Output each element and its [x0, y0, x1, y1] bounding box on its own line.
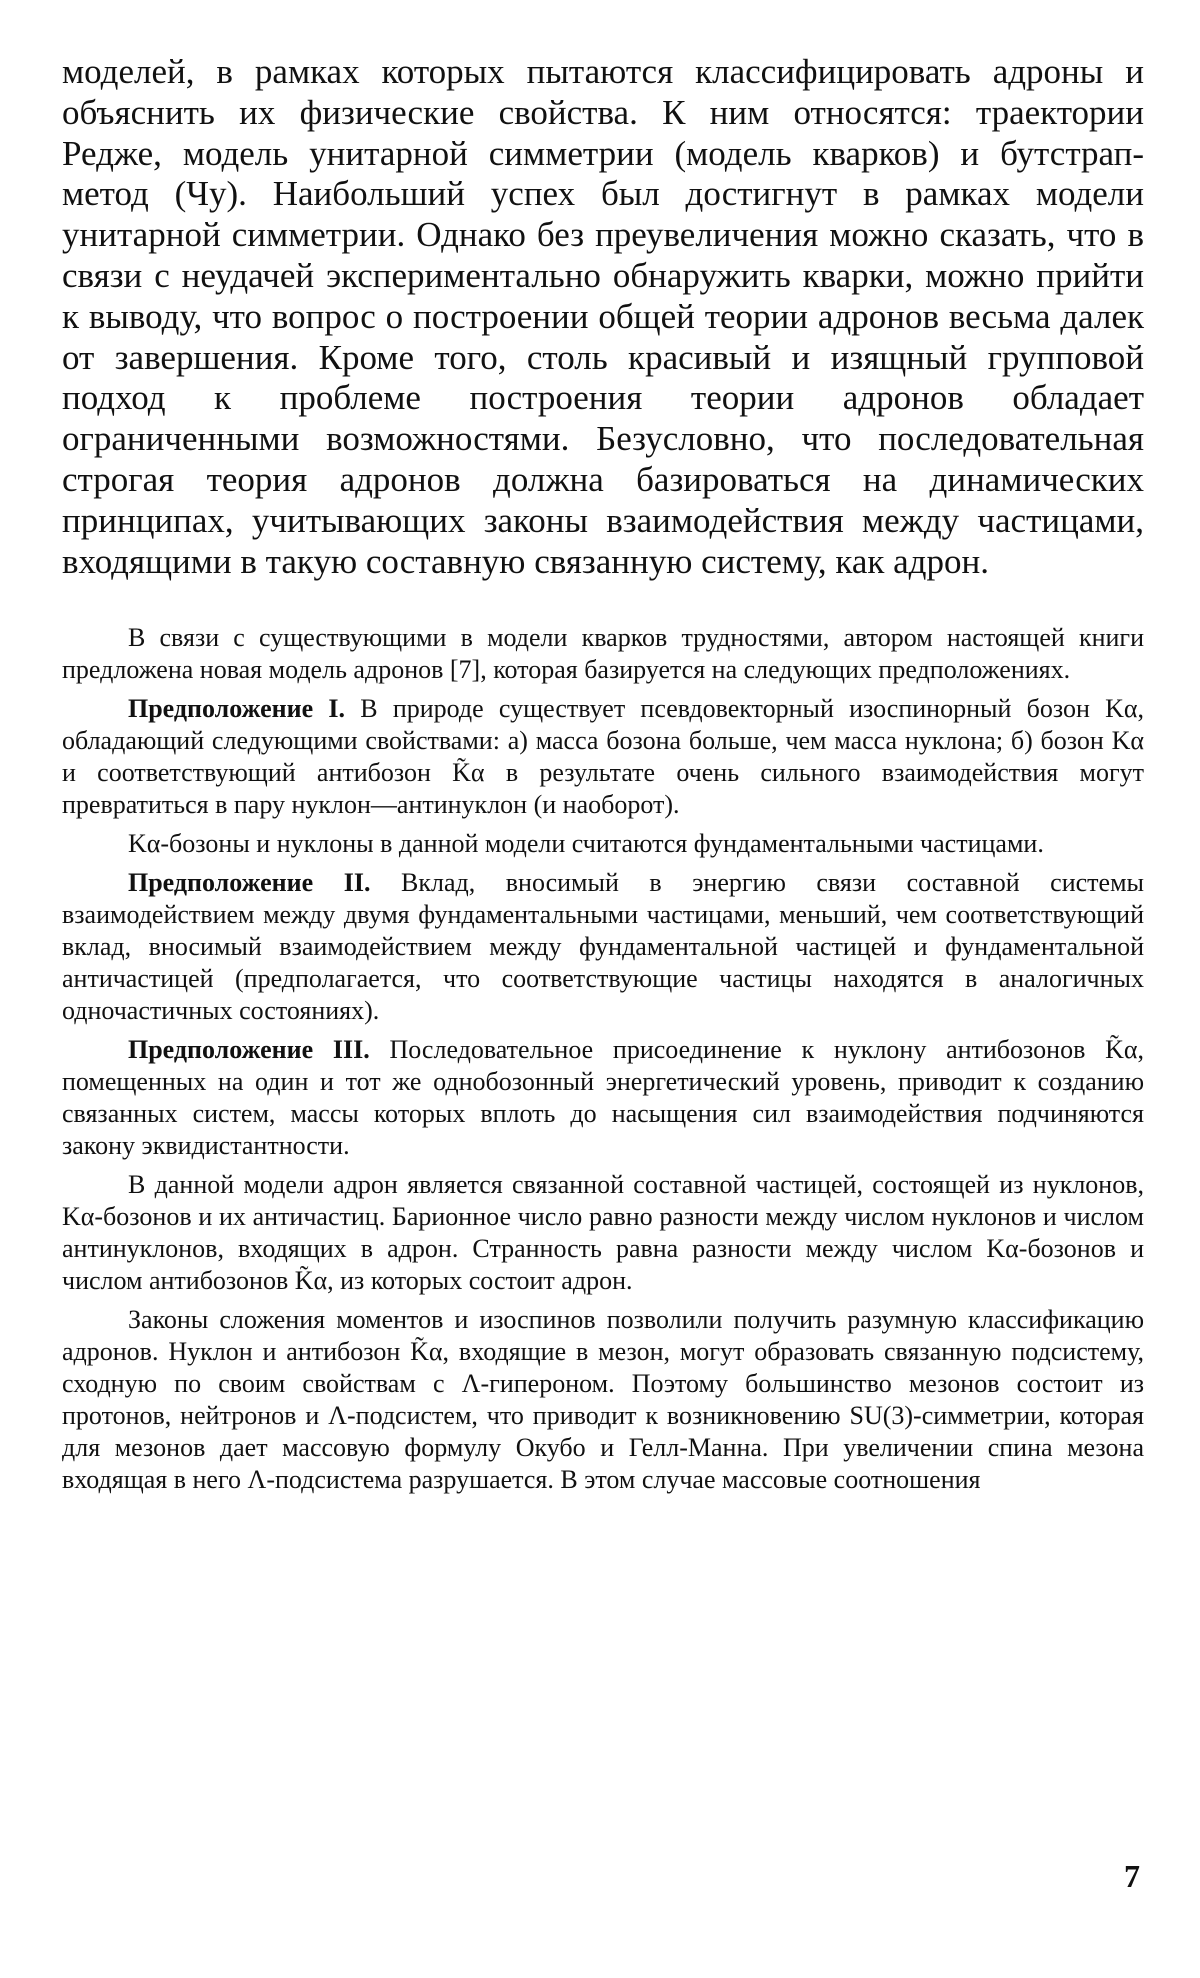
assumption-2-text: Вклад, вносимый в энергию связи составной системы взаимодействием между двумя фундаментальными частицами, меньший, чем соответствующий вклад, вносимый взаимодействием между фундаментальной частицей и фундаментальной античастицей (предполагается, что соответствующие частицы находятся в аналогичных одночастичных состояниях). — [62, 868, 1144, 1026]
page-number: 7 — [1124, 1858, 1140, 1894]
assumption-3 — [62, 1034, 1144, 1162]
model-description-paragraph: В данной модели адрон является связанной составной частицей, состоящей из нуклонов, Kα-бозонов и их античастиц. Барионное число равно разности между числом нуклонов и числом антинуклонов, входящих в адрон. Странность равна разности между числом Kα-бозонов и числом антибозонов K̃α, из которых состоит адрон. — [62, 1170, 1144, 1296]
small-print-section — [62, 622, 1144, 1496]
laws-paragraph: Законы сложения моментов и изоспинов позволили получить разумную классификацию адронов. Нуклон и антибозон K̃α, входящие в мезон, могут образовать связанную подсистему, сходную по своим свойствам с Λ-гипероном. Поэтому большинство мезонов состоит из протонов, нейтронов и Λ-подсистем, что приводит к возникновению SU(3)-симметрии, которая для мезонов дает массовую формулу Окубо и Гелл-Манна. При увеличении спина мезона входящая в него Λ-подсистема разрушается. В этом случае массовые соотношения — [62, 1305, 1144, 1495]
main-paragraph: моделей, в рамках которых пытаются классифицировать адроны и объяснить их физические свойства. К ним относятся: траектории Редже, модель унитарной симметрии (модель кварков) и бутстрап-метод (Чу). Наибольший успех был достигнут в рамках модели унитарной симметрии. Однако без преувеличения можно сказать, что в связи с неудачей экспериментально обнаружить кварки, можно прийти к выводу, что вопрос о построении общей теории адронов весьма далек от завершения. Кроме того, столь красивый и изящный групповой подход к проблеме построения теории адронов обладает ограниченными возможностями. Безусловно, что последовательная строгая теория адронов должна базироваться на динамических принципах, учитывающих законы взаимодействия между частицами, входящими в такую составную связанную систему, как адрон. — [62, 52, 1144, 581]
assumption-2 — [62, 867, 1144, 1027]
assumption-1-text: В природе существует псевдовекторный изоспинорный бозон Kα, обладающий следующими свойствами: а) масса бозона больше, чем масса нуклона; б) бозон Kα и соответствующий антибозон K̃α в результате очень сильного взаимодействия могут превратиться в пару нуклон—антинуклон (и наоборот). — [62, 694, 1144, 820]
assumption-1-label: Предположение I. — [128, 694, 346, 724]
intro-paragraph: В связи с существующими в модели кварков трудностями, автором настоящей книги предложена новая модель адронов [7], которая базируется на следующих предположениях. — [62, 623, 1144, 685]
assumption-2-label: Предположение II. — [128, 868, 371, 898]
fundamental-particles-paragraph: Kα-бозоны и нуклоны в данной модели считаются фундаментальными частицами. — [128, 829, 1044, 859]
page-body — [62, 52, 1144, 1496]
assumption-1 — [62, 693, 1144, 821]
assumption-3-label: Предположение III. — [128, 1035, 370, 1065]
assumption-3-text: Последовательное присоединение к нуклону антибозонов K̃α, помещенных на один и тот же однобозонный энергетический уровень, приводит к созданию связанных систем, массы которых вплоть до насыщения сил взаимодействия подчиняются закону эквидистантности. — [62, 1035, 1144, 1161]
